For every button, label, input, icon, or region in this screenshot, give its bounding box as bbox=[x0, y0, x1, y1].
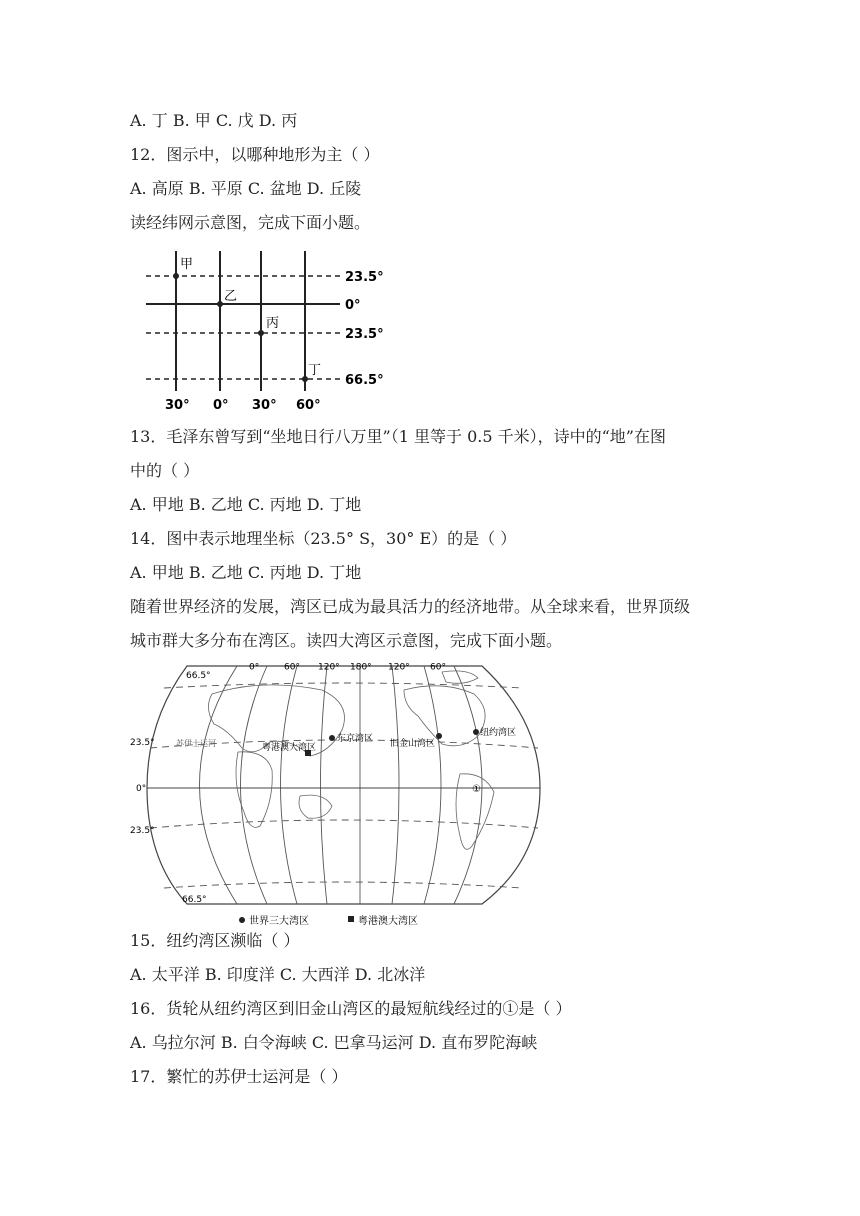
map-lon-60w: 60° bbox=[430, 662, 446, 673]
legend-gba: 粤港澳大湾区 bbox=[358, 916, 418, 927]
q12-question: 12．图示中，以哪种地形为主（ ） bbox=[130, 145, 380, 164]
marker-ny-bay bbox=[473, 729, 479, 735]
map-lat-23.5s: 23.5° bbox=[130, 826, 155, 836]
lat-label-23.5s: 23.5° bbox=[345, 327, 384, 342]
q11-options: A. 丁 B. 甲 C. 戊 D. 丙 bbox=[130, 111, 298, 130]
lat-label-0: 0° bbox=[345, 298, 361, 313]
point-label-jia: 甲 bbox=[180, 257, 194, 272]
lat-lon-grid-figure bbox=[140, 246, 400, 416]
marker-sf-bay bbox=[436, 733, 442, 739]
q16-question: 16．货轮从纽约湾区到旧金山湾区的最短航线经过的①是（ ） bbox=[130, 999, 572, 1018]
map-lon-60e: 60° bbox=[284, 662, 300, 673]
point-yi bbox=[217, 301, 223, 307]
intro-grid: 读经纬网示意图，完成下面小题。 bbox=[130, 213, 371, 232]
legend-three-bays: 世界三大湾区 bbox=[249, 916, 309, 927]
map-lon-120e: 120° bbox=[318, 662, 340, 673]
label-suez-canal: 苏伊士运河 bbox=[176, 739, 216, 748]
legend-dot-icon bbox=[239, 917, 245, 923]
map-lat-66.5n: 66.5° bbox=[186, 671, 211, 681]
marker-tokyo-bay bbox=[329, 735, 335, 741]
lat-label-23.5n: 23.5° bbox=[345, 270, 384, 285]
label-ny-bay: 纽约湾区 bbox=[480, 728, 517, 738]
q14-options: A. 甲地 B. 乙地 C. 丙地 D. 丁地 bbox=[130, 563, 362, 582]
label-tokyo-bay: 东京湾区 bbox=[337, 734, 374, 744]
q15-options: A. 太平洋 B. 印度洋 C. 大西洋 D. 北冰洋 bbox=[130, 965, 426, 984]
intro-bays-line1: 随着世界经济的发展，湾区已成为最具活力的经济地带。从全球来看，世界顶级 bbox=[130, 597, 691, 616]
q16-options: A. 乌拉尔河 B. 白令海峡 C. 巴拿马运河 D. 直布罗陀海峡 bbox=[130, 1033, 538, 1052]
map-lat-0: 0° bbox=[136, 784, 147, 794]
map-lon-120w: 120° bbox=[388, 662, 410, 673]
lon-label-60e: 60° bbox=[296, 398, 321, 413]
label-sf-bay: 旧金山湾区 bbox=[390, 739, 436, 749]
intro-bays-line2: 城市群大多分布在湾区。读四大湾区示意图，完成下面小题。 bbox=[130, 631, 563, 650]
point-label-ding: 丁 bbox=[308, 363, 322, 378]
q15-question: 15．纽约湾区濒临（ ） bbox=[130, 931, 300, 950]
lon-label-30e: 30° bbox=[252, 398, 277, 413]
legend-square-icon bbox=[348, 916, 354, 922]
point-bing bbox=[258, 330, 264, 336]
lat-label-66.5s: 66.5° bbox=[345, 373, 384, 388]
q13-question-line1: 13．毛泽东曾写到“坐地日行八万里”（1 里等于 0.5 千米），诗中的“地”在图 bbox=[130, 427, 666, 446]
label-marker-1: ① bbox=[472, 784, 481, 795]
world-bays-map bbox=[130, 660, 544, 928]
point-label-yi: 乙 bbox=[224, 289, 238, 304]
q17-question: 17．繁忙的苏伊士运河是（ ） bbox=[130, 1067, 348, 1086]
q12-options: A. 高原 B. 平原 C. 盆地 D. 丘陵 bbox=[130, 179, 362, 198]
q13-question-line2: 中的（ ） bbox=[130, 461, 200, 480]
q13-options: A. 甲地 B. 乙地 C. 丙地 D. 丁地 bbox=[130, 495, 362, 514]
map-lat-23.5n: 23.5° bbox=[130, 738, 155, 748]
point-label-bing: 丙 bbox=[266, 316, 280, 331]
q14-question: 14．图中表示地理坐标（23.5° S，30° E）的是（ ） bbox=[130, 529, 517, 548]
map-lon-180: 180° bbox=[350, 662, 372, 673]
lon-label-30w: 30° bbox=[165, 398, 190, 413]
map-lon-0: 0° bbox=[249, 662, 260, 673]
map-lat-66.5s: 66.5° bbox=[182, 895, 207, 905]
point-jia bbox=[173, 273, 179, 279]
lon-label-0: 0° bbox=[213, 398, 229, 413]
label-gba: 粤港澳大湾区 bbox=[262, 743, 317, 753]
